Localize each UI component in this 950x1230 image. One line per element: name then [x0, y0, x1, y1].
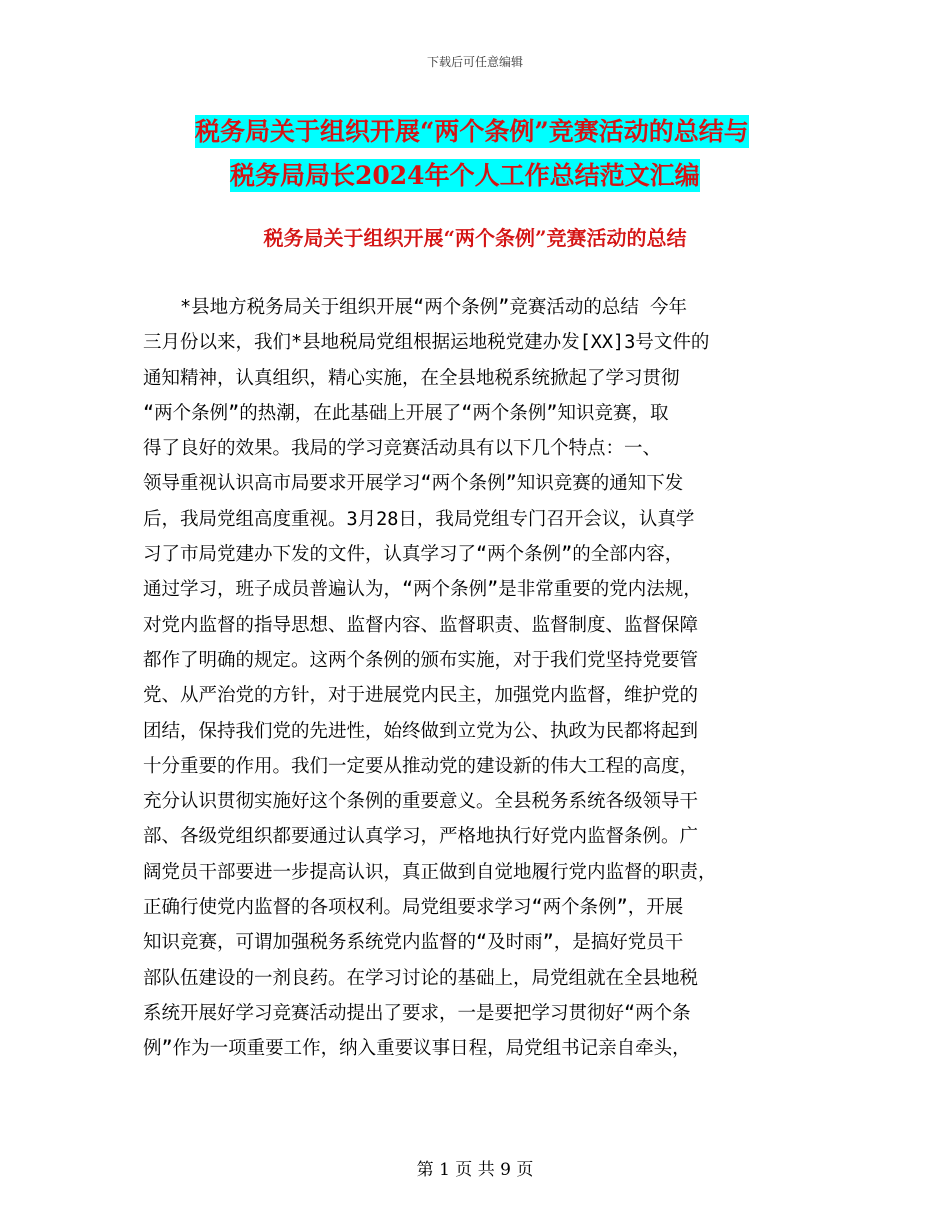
title-highlight-2: 税务局局长2024年个人工作总结范文汇编: [230, 161, 700, 190]
body-line: 十分重要的作用。我们一定要从推动党的建设新的伟大工程的高度，: [143, 755, 699, 777]
body-line: 阔党员干部要进一步提高认识，真正做到自觉地履行党内监督的职责，: [143, 861, 717, 883]
body-line: 后，我局党组高度重视。3月28日，我局党组专门召开会议，认真学: [143, 508, 695, 530]
document-title-line-1: [150, 110, 810, 154]
body-line: “两个条例”的热潮，在此基础上开展了“两个条例”知识竞赛，取: [143, 402, 669, 424]
body-line: 部队伍建设的一剂良药。在学习讨论的基础上，局党组就在全县地税: [143, 967, 699, 989]
section-title: 税务局关于组织开展“两个条例”竞赛活动的总结: [263, 226, 687, 250]
body-line: 充分认识贯彻实施好这个条例的重要意义。全县税务系统各级领导干: [143, 791, 699, 813]
body-line: 领导重视认识高市局要求开展学习“两个条例”知识竞赛的通知下发: [143, 473, 684, 495]
body-line: 正确行使党内监督的各项权利。局党组要求学习“两个条例”，开展: [143, 897, 684, 919]
body-line: 得了良好的效果。我局的学习竞赛活动具有以下几个特点：一、: [143, 438, 662, 460]
body-line: 部、各级党组织都要通过认真学习，严格地执行好党内监督条例。广: [143, 826, 699, 848]
body-line: 党、从严治党的方针，对于进展党内民主，加强党内监督，维护党的: [143, 685, 699, 707]
body-line: 例”作为一项重要工作，纳入重要议事日程，局党组书记亲自牵头，: [143, 1038, 691, 1060]
page-footer: 第 1 页 共 9 页: [416, 1160, 534, 1180]
body-line: 通过学习，班子成员普遍认为，“两个条例”是非常重要的党内法规，: [143, 579, 702, 601]
body-line: *县地方税务局关于组织开展“两个条例”竞赛活动的总结 今年: [180, 297, 688, 318]
title-highlight-1: 税务局关于组织开展“两个条例”竞赛活动的总结与: [195, 117, 749, 146]
body-paragraph: [143, 290, 810, 1067]
body-line: 通知精神，认真组织，精心实施，在全县地税系统掀起了学习贯彻: [143, 367, 680, 389]
document-title: [150, 110, 810, 198]
body-line: 都作了明确的规定。这两个条例的颁布实施，对于我们党坚持党要管: [143, 649, 699, 671]
body-line: 习了市局党建办下发的文件，认真学习了“两个条例”的全部内容，: [143, 544, 684, 566]
header-note: 下载后可任意编辑: [426, 55, 523, 69]
body-line: 知识竞赛，可谓加强税务系统党内监督的“及时雨”，是搞好党员干: [143, 932, 684, 954]
body-line: 对党内监督的指导思想、监督内容、监督职责、监督制度、监督保障: [143, 614, 699, 636]
body-line: 三月份以来，我们*县地税局党组根据运地税党建办发[XX]3号文件的: [143, 332, 710, 354]
document-title-line-2: [150, 154, 810, 198]
body-line: 团结，保持我们党的先进性，始终做到立党为公、执政为民都将起到: [143, 720, 699, 742]
body-line: 系统开展好学习竞赛活动提出了要求，一是要把学习贯彻好“两个条: [143, 1002, 691, 1024]
